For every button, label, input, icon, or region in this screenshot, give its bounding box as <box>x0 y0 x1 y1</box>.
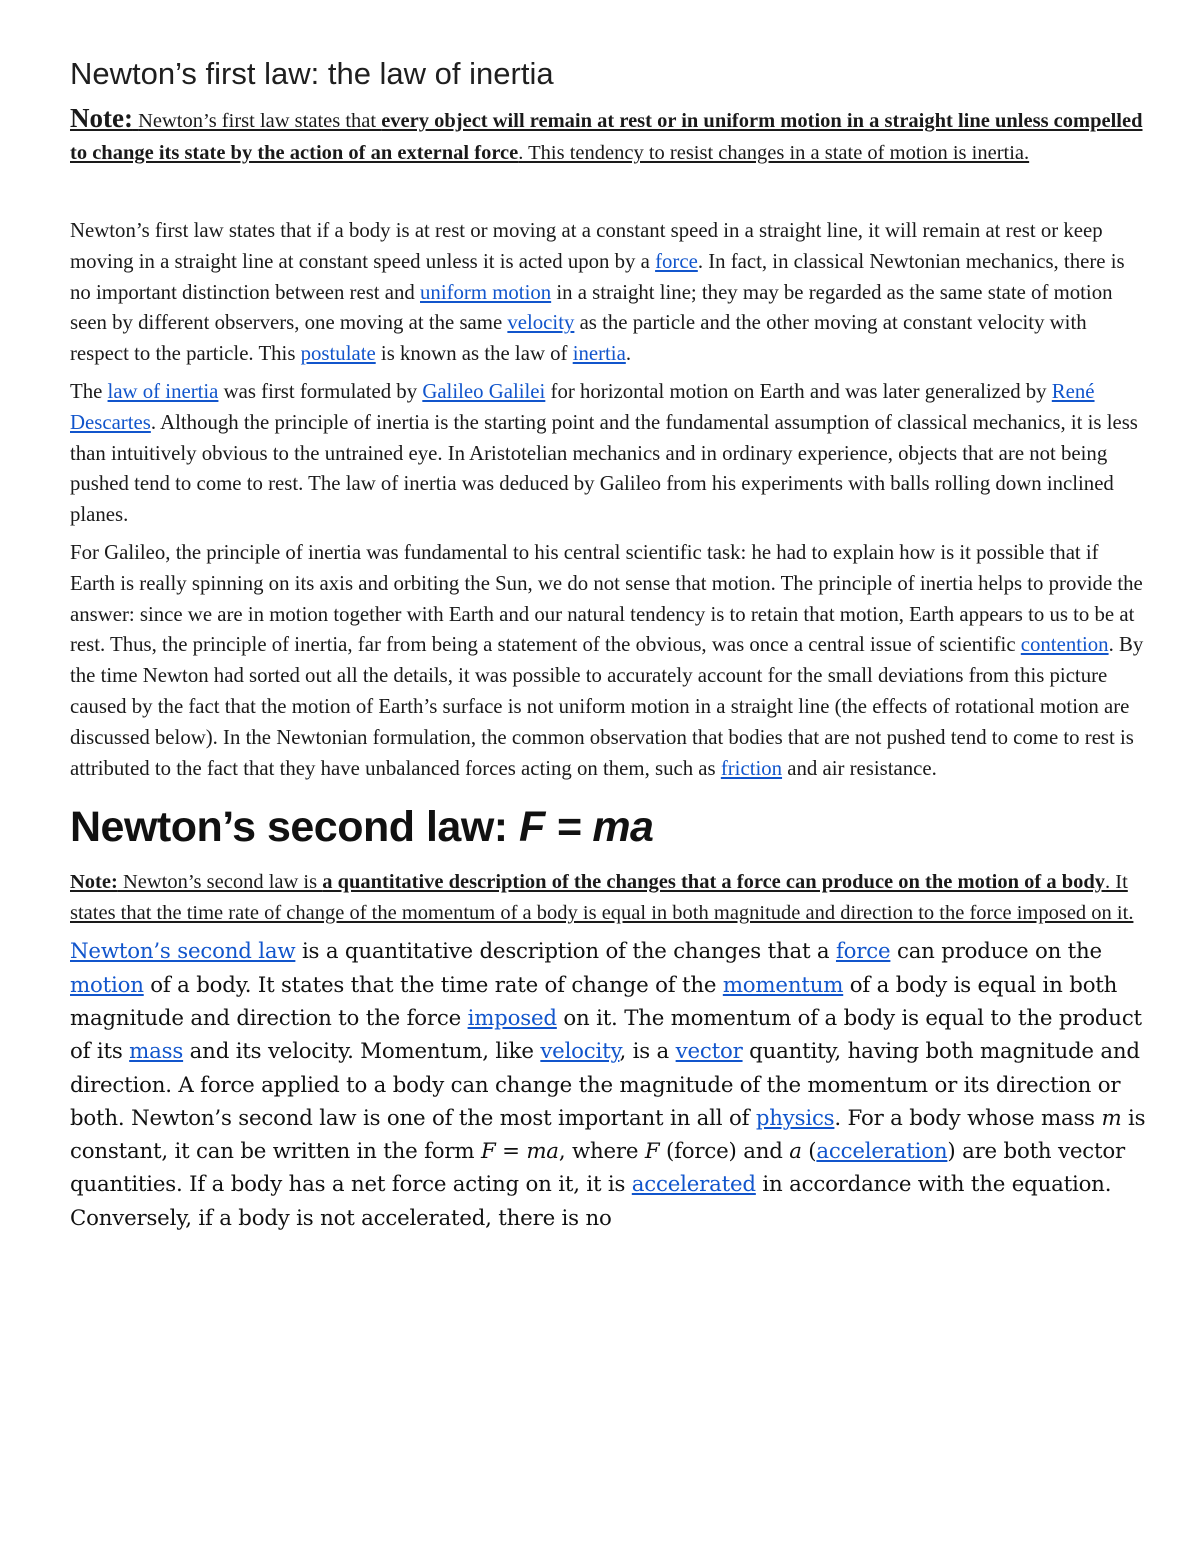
paragraph <box>70 935 1148 1235</box>
text-run: for horizontal motion on Earth and was later generalized by <box>545 379 1052 403</box>
link-postulate[interactable]: postulate <box>300 342 376 366</box>
text-run: . For a body whose mass <box>834 1105 1102 1131</box>
link-force[interactable]: force <box>835 939 891 965</box>
section1-note <box>70 102 1148 169</box>
text-run: . Although the principle of inertia is the starting point and the fundamental assumption of classical mechanics, it is less than intuitively obvious to the untrained eye. In Aristotelian mechanics and in ordinary experience, objects that are not being pushed tend to come to rest. The law of inertia was deduced by Galileo from his experiments with balls rolling down inclined planes. <box>70 410 1138 527</box>
section2-heading-text: Newton’s second law: <box>70 803 520 852</box>
link-inertia[interactable]: inertia <box>572 342 626 366</box>
note-bold-text: a quantitative description of the changes that a force can produce on the motion of a body <box>322 871 1106 894</box>
variable-F: F <box>644 1139 660 1165</box>
link-law-of-inertia[interactable]: law of inertia <box>107 379 219 403</box>
link-contention[interactable]: contention <box>1020 633 1109 657</box>
text-run: is constant, it can be written in the form <box>70 1105 1146 1165</box>
paragraph <box>70 538 1148 784</box>
section2-heading <box>70 799 1148 855</box>
link-galileo-galilei[interactable]: Galileo Galilei <box>422 379 546 403</box>
link-motion[interactable]: motion <box>70 972 144 998</box>
text-run: is known as the law of <box>375 342 573 366</box>
section1-heading: Newton’s first law: the law of inertia <box>70 56 554 91</box>
section2-heading-formula: F = ma <box>519 803 654 852</box>
paragraph <box>70 377 1148 531</box>
text-run: in accordance with the equation. Conversely, if a body is not accelerated, there is no <box>70 1172 1112 1231</box>
section2-note <box>70 867 1148 929</box>
link-vector[interactable]: vector <box>675 1039 743 1065</box>
text-run: . By the time Newton had sorted out all the details, it was possible to accurately account for the small deviations from this picture caused by the fact that the motion of Earth’s surface is not uniform motion in a straight line (the effects of rotational motion are discussed below). In the Newtonian formulation, the common observation that bodies that are not pushed tend to come to rest is attributed to the fact that they have unbalanced forces acting on them, such as <box>70 633 1144 780</box>
note-text: Newton’s second law is <box>117 871 323 894</box>
note-text: Newton’s first law states that <box>138 110 382 132</box>
text-run: . In fact, in classical Newtonian mechanics, there is no important distinction between rest and <box>70 249 1125 304</box>
text-run: and its velocity. Momentum, like <box>183 1039 541 1065</box>
link-momentum[interactable]: momentum <box>722 972 844 998</box>
document-page <box>70 52 1148 1235</box>
text-run: is a quantitative description of the changes that a <box>295 939 836 965</box>
text-run: , where <box>558 1139 645 1165</box>
text-run: ( <box>801 1139 817 1165</box>
text-run: For Galileo, the principle of inertia was fundamental to his central scientific task: he had to explain how is it possible that if Earth is really spinning on its axis and orbiting the Sun, we do not sense that motion. The principle of inertia helps to provide the answer: since we are in motion together with Earth and our natural tendency is to retain that motion, Earth appears to us to be at rest. Thus, the principle of inertia, far from being a statement of the obvious, was once a central issue of scientific <box>70 540 1143 657</box>
link-rene-descartes[interactable]: René Descartes <box>70 379 1095 434</box>
text-run: as the particle and the other moving at constant velocity with respect to the particle. This <box>70 311 1087 366</box>
text-run: was first formulated by <box>218 379 423 403</box>
text-run: and air resistance. <box>782 756 937 780</box>
formula: F = ma <box>480 1139 559 1165</box>
text-run: in a straight line; they may be regarded as the same state of motion seen by different observers, one moving at the same <box>70 280 1113 335</box>
text-run: can produce on the <box>890 939 1102 965</box>
text-run: of a body. It states that the time rate of change of the <box>143 972 723 998</box>
text-run: . <box>625 342 632 366</box>
paragraph <box>70 216 1148 370</box>
link-newtons-second-law[interactable]: Newton’s second law <box>70 939 296 965</box>
text-run: on it. The momentum of a body is equal to the product of its <box>70 1005 1142 1065</box>
note-bold-text: every object will remain at rest or in uniform motion in a straight line unless compelled to change its state by the action of an external force <box>70 110 1143 164</box>
text-run: ) are both vector quantities. If a body has a net force acting on it, it is <box>70 1139 1125 1198</box>
link-acceleration[interactable]: acceleration <box>816 1139 948 1165</box>
link-force[interactable]: force <box>655 249 698 273</box>
link-physics[interactable]: physics <box>755 1105 835 1131</box>
link-friction[interactable]: friction <box>720 756 783 780</box>
text-run: Newton’s first law states that if a body is at rest or moving at a constant speed in a straight line, it will remain at rest or keep moving in a straight line at constant speed unless it is acted upon by a <box>70 219 1103 273</box>
note-text: . This tendency to resist changes in a state of motion is inertia. <box>518 142 1030 164</box>
text-run: The <box>70 379 108 403</box>
variable-m: m <box>1101 1105 1122 1131</box>
link-velocity[interactable]: velocity <box>507 311 575 335</box>
text-run: (force) and <box>659 1139 790 1165</box>
link-imposed[interactable]: imposed <box>467 1005 557 1031</box>
note-label: Note: <box>70 103 133 133</box>
note-text: . It states that the time rate of change of the momentum of a body is equal in both magnitude and direction to the force imposed on it. <box>70 871 1134 925</box>
link-velocity[interactable]: velocity <box>540 1039 620 1065</box>
link-uniform-motion[interactable]: uniform motion <box>420 280 552 304</box>
link-mass[interactable]: mass <box>129 1039 184 1065</box>
text-run: , is a <box>619 1039 676 1065</box>
variable-a: a <box>789 1139 802 1165</box>
note-label: Note: <box>70 871 118 894</box>
text-run: quantity, having both magnitude and direction. A force applied to a body can change the magnitude of the momentum or its direction or both. Newton’s second law is one of the most important in all of <box>70 1039 1140 1131</box>
text-run: of a body is equal in both magnitude and direction to the force <box>70 972 1118 1031</box>
link-accelerated[interactable]: accelerated <box>631 1172 756 1198</box>
